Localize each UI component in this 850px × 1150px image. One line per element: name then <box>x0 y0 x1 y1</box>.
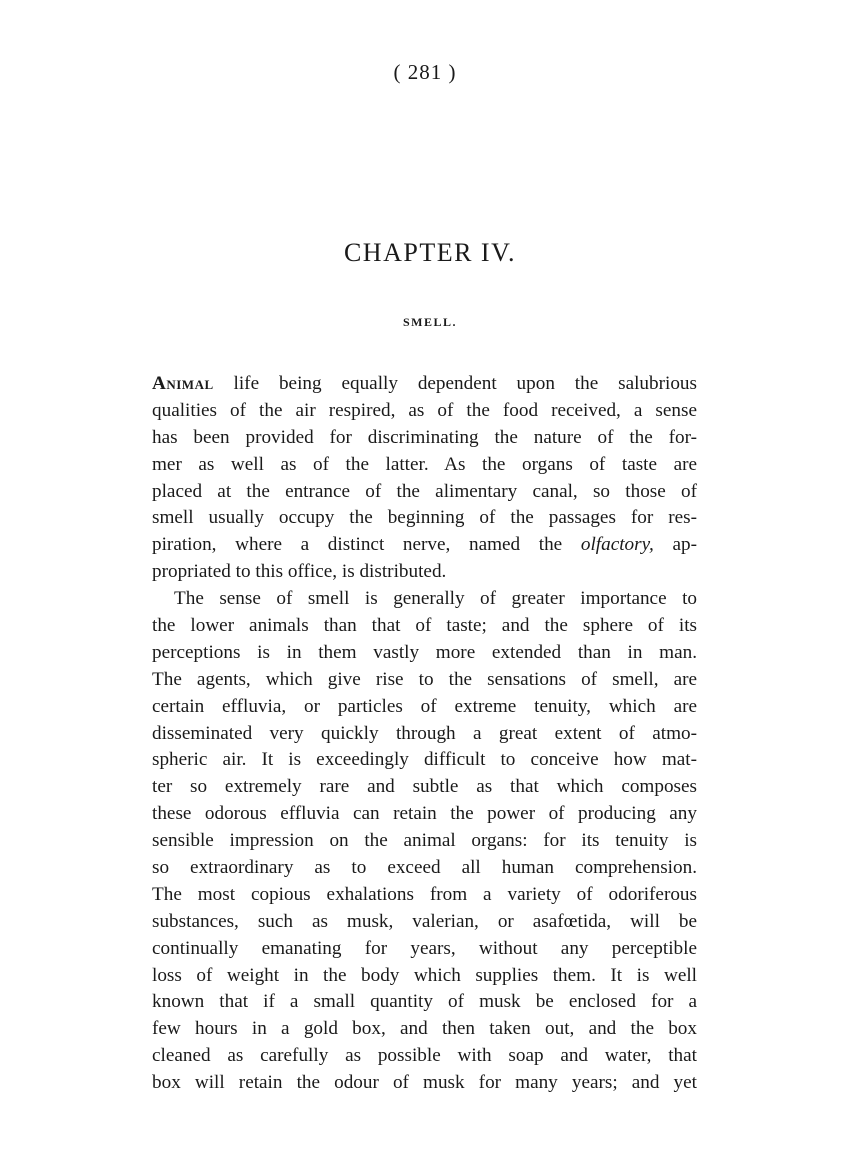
line-text: piration, where a distinct nerve, named the <box>152 534 581 556</box>
text-line: sensible impression on the animal organs: for its tenuity is <box>152 830 697 852</box>
text-line: The sense of smell is generally of greater importance to <box>174 588 697 610</box>
text-line <box>152 371 697 398</box>
text-line: known that if a small quantity of musk be enclosed for a <box>152 991 697 1013</box>
text-line: propriated to this office, is distributed. <box>152 561 447 583</box>
text-line: qualities of the air respired, as of the food received, a sense <box>152 399 697 421</box>
text-line: loss of weight in the body which supplies them. It is well <box>152 964 697 986</box>
text-line: continually emanating for years, without any perceptible <box>152 937 697 959</box>
paragraph <box>152 371 697 586</box>
text-line: ter so extremely rare and subtle as that which composes <box>152 776 697 798</box>
text-line: box will retain the odour of musk for many years; and yet <box>152 1072 697 1094</box>
text-line: smell usually occupy the beginning of the passages for res- <box>152 507 697 529</box>
text-line: mer as well as of the latter. As the organs of taste are <box>152 453 697 475</box>
text-line: has been provided for discriminating the nature of the for- <box>152 426 697 448</box>
text-line <box>152 532 697 559</box>
line-text: life being equally dependent upon the salubrious <box>213 373 697 394</box>
text-line: the lower animals than that of taste; and the sphere of its <box>152 615 697 637</box>
text-line: substances, such as musk, valerian, or asafœtida, will be <box>152 910 697 932</box>
text-line: The most copious exhalations from a variety of odoriferous <box>152 883 697 905</box>
paragraph <box>152 586 697 1097</box>
text-line: these odorous effluvia can retain the power of producing any <box>152 803 697 825</box>
body-text <box>152 371 697 1097</box>
chapter-title: CHAPTER IV. <box>343 238 517 267</box>
italic-term: olfactory, <box>580 534 654 556</box>
text-line: spheric air. It is exceedingly difficult to conceive how mat- <box>152 749 697 771</box>
text-line: certain effluvia, or particles of extreme tenuity, which are <box>152 695 697 717</box>
text-line: cleaned as carefully as possible with soap and water, that <box>152 1045 697 1067</box>
text-line: few hours in a gold box, and then taken out, and the box <box>152 1018 697 1040</box>
text-line: The agents, which give rise to the sensations of smell, are <box>152 668 697 690</box>
paragraph-lead-word: Animal <box>152 373 214 394</box>
line-text: ap- <box>653 534 697 556</box>
text-line: disseminated very quickly through a great extent of atmo- <box>152 722 697 744</box>
section-title: SMELL. <box>402 315 457 329</box>
page-number: ( 281 ) <box>393 60 457 84</box>
text-line: placed at the entrance of the alimentary canal, so those of <box>152 480 697 502</box>
text-line: so extraordinary as to exceed all human comprehension. <box>152 857 697 879</box>
text-line: perceptions is in them vastly more extended than in man. <box>152 641 697 663</box>
